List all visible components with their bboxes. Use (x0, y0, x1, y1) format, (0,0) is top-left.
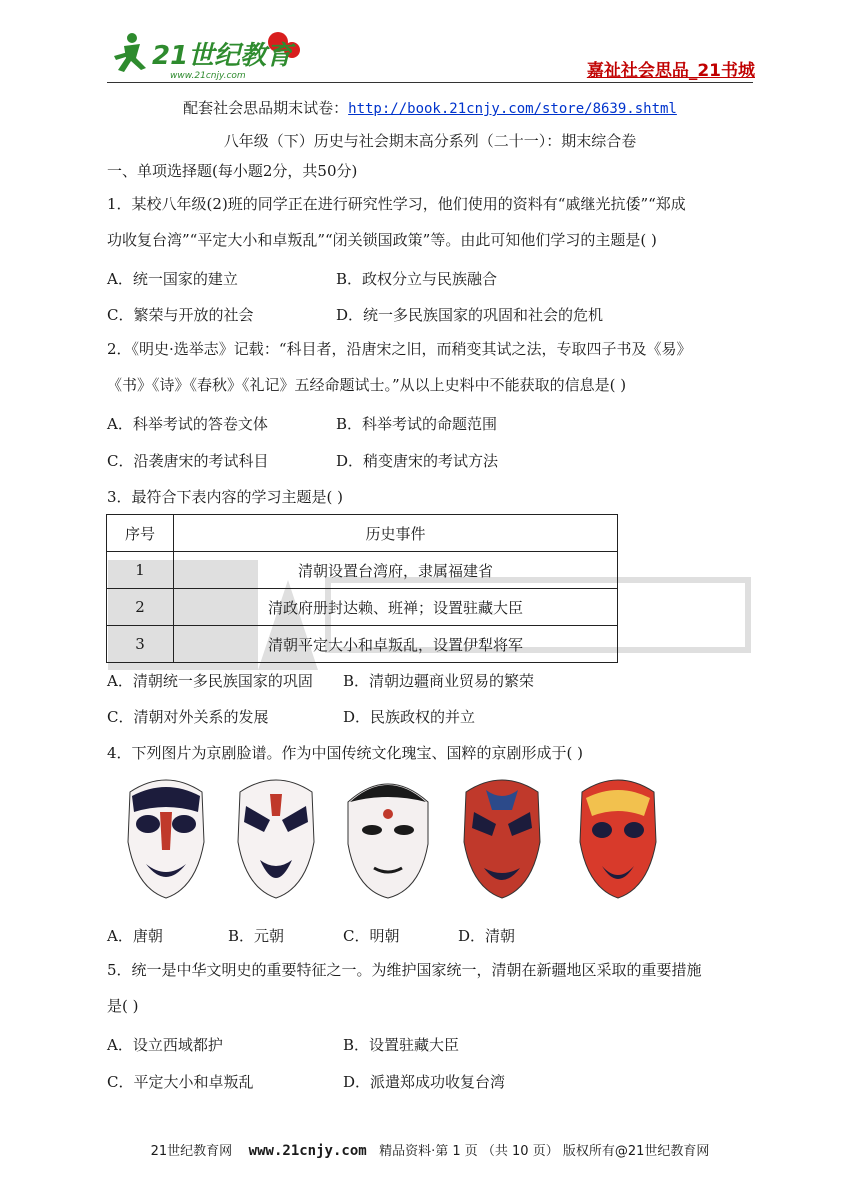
store-line (0, 97, 860, 118)
table-cell: 3 (107, 626, 174, 663)
footer-site-link[interactable]: www.21cnjy.com (248, 1143, 367, 1159)
table-cell: 2 (107, 589, 174, 626)
question-2-line-2: 《书》《诗》《春秋》《礼记》五经命题试士。”从以上史料中不能获取的信息是( ) (107, 376, 627, 394)
q4-option-a[interactable]: A．唐朝 (107, 927, 163, 945)
store-prefix: 配套社会思品期末试卷： (183, 99, 349, 117)
q3-option-a[interactable]: A．清朝统一多民族国家的巩固 (107, 672, 313, 690)
table-header-cell: 历史事件 (174, 515, 618, 552)
footer-right: 精品资料·第 1 页 （共 10 页） 版权所有@21世纪教育网 (379, 1144, 710, 1159)
question-5 (107, 952, 757, 1024)
opera-mask-2 (230, 772, 322, 900)
site-link[interactable]: 嘉祉社会思品_21书城 (586, 61, 755, 81)
q2-option-c[interactable]: C．沿袭唐宋的考试科目 (107, 452, 269, 470)
opera-mask-4 (456, 772, 548, 900)
21cnjy-logo (110, 28, 310, 84)
q1-option-b[interactable]: B．政权分立与民族融合 (336, 270, 498, 288)
q2-option-a[interactable]: A．科举考试的答卷文体 (107, 415, 268, 433)
q1-option-a[interactable]: A．统一国家的建立 (107, 270, 238, 288)
table-cell: 清朝设置台湾府，隶属福建省 (174, 552, 618, 589)
q5-option-d[interactable]: D．派遣郑成功收复台湾 (343, 1073, 506, 1091)
q2-option-d[interactable]: D．稍变唐宋的考试方法 (336, 452, 499, 470)
svg-text:21世纪教育: 21世纪教育 (152, 41, 293, 71)
exam-title: 八年级（下）历史与社会期末高分系列（二十一）：期末综合卷 (223, 132, 637, 150)
header-rule (107, 82, 753, 83)
q1-option-c[interactable]: C．繁荣与开放的社会 (107, 306, 254, 324)
q4-option-b[interactable]: B．元朝 (228, 927, 285, 945)
footer-left: 21世纪教育网 (150, 1144, 233, 1159)
table-cell: 清政府册封达赖、班禅；设置驻藏大臣 (174, 589, 618, 626)
table-header-cell: 序号 (107, 515, 174, 552)
table-header-row (107, 515, 618, 552)
question-1 (107, 186, 757, 258)
svg-text:www.21cnjy.com: www.21cnjy.com (170, 71, 246, 81)
question-5-line-2: 是( ) (107, 997, 139, 1015)
opera-masks-image (106, 772, 676, 904)
opera-mask-5 (572, 772, 664, 900)
q4-option-d[interactable]: D．清朝 (458, 927, 516, 945)
table-row (107, 552, 618, 589)
question-5-line-1: 5．统一是中华文明史的重要特征之一。为维护国家统一，清朝在新疆地区采取的重要措施 (107, 961, 702, 979)
q2-option-b[interactable]: B．科举考试的命题范围 (336, 415, 498, 433)
table-cell: 1 (107, 552, 174, 589)
question-2-line-1: 2．《明史·选举志》记载：“科目者，沿唐宋之旧，而稍变其试之法，专取四子书及《易》 (107, 340, 692, 358)
q4-option-c[interactable]: C．明朝 (343, 927, 400, 945)
q5-option-c[interactable]: C．平定大小和卓叛乱 (107, 1073, 254, 1091)
table-row (107, 589, 618, 626)
q5-option-b[interactable]: B．设置驻藏大臣 (343, 1036, 460, 1054)
q3-option-c[interactable]: C．清朝对外关系的发展 (107, 708, 269, 726)
question-1-line-2: 功收复台湾”“平定大小和卓叛乱”“闭关锁国政策”等。由此可知他们学习的主题是( ) (107, 231, 657, 249)
section-title: 一、单项选择题(每小题2分，共50分) (107, 162, 358, 180)
q1-option-d[interactable]: D．统一多民族国家的巩固和社会的危机 (336, 306, 604, 324)
q3-option-b[interactable]: B．清朝边疆商业贸易的繁荣 (343, 672, 535, 690)
q3-option-d[interactable]: D．民族政权的并立 (343, 708, 476, 726)
store-url-link[interactable]: http://book.21cnjy.com/store/8639.shtml (348, 101, 677, 117)
opera-mask-3 (340, 772, 436, 900)
question-3: 3．最符合下表内容的学习主题是( ) (107, 488, 344, 506)
table-row (107, 626, 618, 663)
q5-option-a[interactable]: A．设立西域都护 (107, 1036, 223, 1054)
question-4: 4．下列图片为京剧脸谱。作为中国传统文化瑰宝、国粹的京剧形成于( ) (107, 744, 584, 762)
opera-mask-1 (120, 772, 212, 900)
question-1-line-1: 1．某校八年级(2)班的同学正在进行研究性学习，他们使用的资料有“戚继光抗倭”“郑成 (107, 195, 686, 213)
history-table (106, 514, 618, 663)
question-2 (107, 331, 757, 403)
page-footer (0, 1140, 860, 1159)
table-cell: 清朝平定大小和卓叛乱，设置伊犁将军 (174, 626, 618, 663)
